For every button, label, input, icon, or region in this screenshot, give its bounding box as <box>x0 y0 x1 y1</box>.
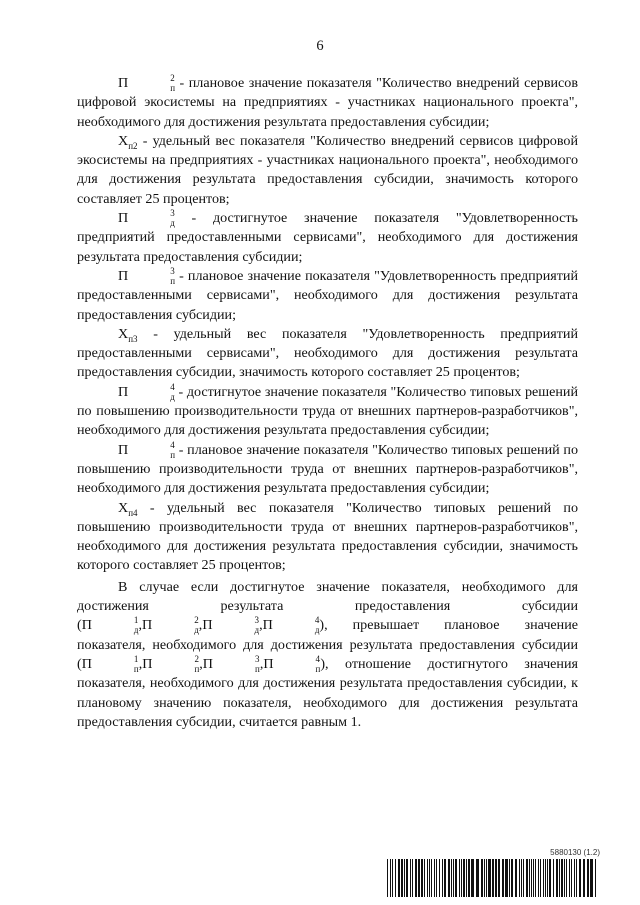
barcode-bar <box>466 859 467 897</box>
barcode-bar <box>404 859 405 897</box>
barcode-bar <box>471 859 474 897</box>
paragraph-text: - плановое значение показателя "Количество внедрений сервисов цифровой экосистемы на предприятиях - участниках национального проекта", необходимого для достижения результата предоставления субсидии; <box>77 75 578 130</box>
symbol-p-plan-3: П 3 п <box>118 265 176 286</box>
barcode-bar <box>486 859 487 897</box>
barcode-bar <box>556 859 558 897</box>
barcode-bar <box>427 859 428 897</box>
paragraph-text: - удельный вес показателя "Количество внедрений сервисов цифровой экосистемы на предприятиях - участниках национального проекта", необходимого для достижения результата предоставления субсидии, значимость которого составляет 25 процентов; <box>77 132 578 207</box>
barcode-bar <box>529 859 530 897</box>
paragraph-text: - удельный вес показателя "Количество типовых решений по повышению производительности труда от внешних партнеров-разработчиков", необходимого для достижения результата предоставления субсидии, значимость которого составляет 25 процентов; <box>77 499 578 574</box>
barcode-bar <box>533 859 534 897</box>
paragraph-text: - плановое значение показателя "Количество типовых решений по повышению производительности труда от внешних партнеров-разработчиков", необходимого для достижения результата предоставления субсидии; <box>77 441 578 497</box>
barcode-bar <box>519 859 520 897</box>
barcode-bar <box>587 859 589 897</box>
barcode-bar <box>395 859 396 897</box>
symbol-p-achieved-3: П 3 д <box>118 208 175 229</box>
barcode-bar <box>431 859 432 897</box>
barcode-bar <box>468 859 470 897</box>
barcode-bar <box>540 859 541 897</box>
symbol-x-4: $Х_{п4}$ <box>118 499 138 518</box>
paragraph-x-3 <box>77 325 578 383</box>
barcode-bar <box>455 859 457 897</box>
barcode-bar <box>569 859 570 897</box>
barcode-bar <box>406 859 408 897</box>
symbol-p-achieved-4: П 4 д <box>118 381 175 402</box>
barcode-bar <box>502 859 504 897</box>
barcode-bar <box>459 859 460 897</box>
barcode-bar <box>412 859 413 897</box>
barcode-bar <box>451 859 452 897</box>
barcode-bar <box>559 859 560 897</box>
barcode-bar <box>453 859 454 897</box>
paragraph-text: - достигнутое значение показателя "Удовлетворенность предприятий предоставленными сервисами", необходимого для достижения результата предоставления субсидии; <box>77 210 578 265</box>
paragraph-p-plan-3 <box>77 267 578 325</box>
barcode-bar <box>521 859 522 897</box>
barcode-bar <box>401 859 403 897</box>
barcode-bar <box>448 859 450 897</box>
barcode-bar <box>509 859 510 897</box>
document-code: 5880130 (1.2) <box>550 848 600 857</box>
barcode-bar <box>549 859 551 897</box>
symbol-x-3: $Х_{п3}$ <box>118 325 138 344</box>
barcode-bar <box>436 859 437 897</box>
barcode-bar <box>590 859 593 897</box>
paragraph-text: - плановое значение показателя "Удовлетворенность предприятий предоставленными сервисами", необходимого для достижения результата предоставления субсидии; <box>77 267 578 323</box>
barcode-bar <box>531 859 532 897</box>
barcode-bar <box>553 859 554 897</box>
barcode-bar <box>523 859 524 897</box>
barcode-bar <box>505 859 508 897</box>
barcode-bar <box>526 859 528 897</box>
barcode-icon <box>387 859 600 897</box>
barcode-bar <box>444 859 446 897</box>
paragraph-p-achieved-4 <box>77 383 578 441</box>
barcode-bar <box>392 859 393 897</box>
barcode-bar <box>538 859 539 897</box>
barcode-bar <box>511 859 513 897</box>
paragraph-text: - удельный вес показателя "Удовлетворенность предприятий предоставленными сервисами", необходимого для достижения результата предоставления субсидии, значимость которого составляет 25 процентов; <box>77 325 578 381</box>
barcode-bar <box>543 859 544 897</box>
barcode-bar <box>410 859 411 897</box>
barcode-bar <box>418 859 420 897</box>
paragraph-p-achieved-3 <box>77 209 578 267</box>
barcode-bar <box>579 859 581 897</box>
barcode-bar <box>545 859 546 897</box>
barcode-bar <box>561 859 563 897</box>
symbol-p-plan-4: П 4 п <box>118 439 176 460</box>
paragraph-text: - достигнутое значение показателя "Количество типовых решений по повышению производительности труда от внешних партнеров-разработчиков", необходимого для достижения результата предоставления субсидии; <box>77 383 578 439</box>
achieved-symbol-list: П 1 д ,П 2 д ,П 3 д ,П 4 д <box>81 615 320 636</box>
page-number: 6 <box>316 38 324 54</box>
barcode-bar <box>424 859 425 897</box>
barcode-bar <box>498 859 500 897</box>
barcode-bar <box>434 859 435 897</box>
barcode-bar <box>576 859 577 897</box>
paragraph-x-4 <box>77 499 578 576</box>
barcode-bar <box>566 859 567 897</box>
paragraph-p-plan-4 <box>77 441 578 499</box>
barcode-bar <box>595 859 596 897</box>
paragraph-p-plan-2 <box>77 74 578 132</box>
barcode-bar <box>461 859 462 897</box>
barcode-bar <box>481 859 483 897</box>
barcode-bar <box>442 859 443 897</box>
document-footer <box>387 848 600 897</box>
barcode-bar <box>547 859 548 897</box>
barcode-bar <box>535 859 536 897</box>
symbol-x-2: $Х_{п2}$ <box>118 132 138 151</box>
planned-symbol-list: П 1 п ,П 2 п ,П 3 п ,П 4 п <box>81 653 321 674</box>
barcode-bar <box>488 859 491 897</box>
barcode-bar <box>390 859 391 897</box>
barcode-bar <box>415 859 417 897</box>
barcode-bar <box>492 859 494 897</box>
paragraph-final: В случае если достигнутое значение показателя, необходимого для достижения результата предоставления субсидии (П 1 д ,П 2 д ,П 3 д ,П 4 д ), превышает плановое значение показателя, необходимого для достижения результата предоставления субсидии (П 1 п ,П 2 п ,П 3 п ,П 4 п ), отношение достигнутого значения показателя, необходимого для достижения результата предоставления субсидии, к плановому значению показателя, необходимого для достижения результата предоставления субсидии, считается равным 1. <box>77 578 578 730</box>
barcode-bar <box>439 859 440 897</box>
barcode-bar <box>564 859 565 897</box>
barcode-bar <box>571 859 572 897</box>
barcode-bar <box>463 859 465 897</box>
barcode-bar <box>515 859 517 897</box>
barcode-bar <box>421 859 423 897</box>
barcode-bar <box>484 859 485 897</box>
barcode-bar <box>398 859 400 897</box>
barcode-bar <box>574 859 575 897</box>
barcode-bar <box>387 859 388 897</box>
barcode-bar <box>476 859 479 897</box>
symbol-p-plan-2: П 2 п <box>118 73 176 93</box>
document-body <box>77 74 578 732</box>
paragraph-x-2 <box>77 132 578 209</box>
barcode-bar <box>429 859 430 897</box>
barcode-bar <box>495 859 497 897</box>
barcode-bar <box>583 859 585 897</box>
